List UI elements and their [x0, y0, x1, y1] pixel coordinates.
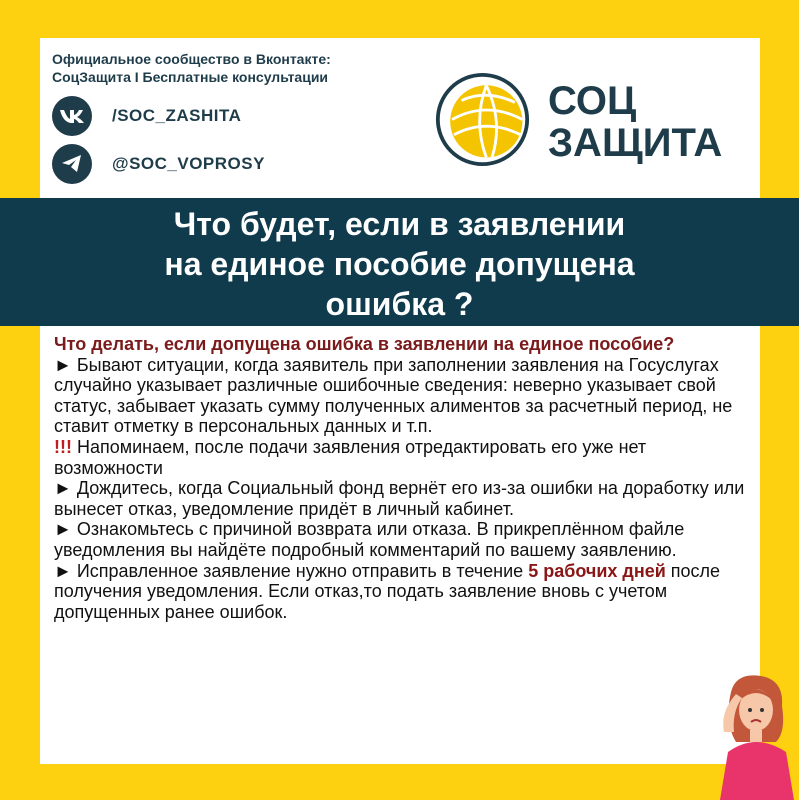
reminder-mark: !!! — [54, 436, 72, 457]
reminder — [54, 437, 754, 478]
paragraph-situations: ► Бывают ситуации, когда заявитель при заполнении заявления на Госуслугах случайно указывает различные ошибочные сведения: неверно указывает свой статус, забывает указать сумму полученных алиментов за расчетный период, не ставит отметку в персональных данных и т.п. — [54, 354, 733, 437]
globe-logo-icon — [435, 72, 530, 167]
title-line-3: ошибка ? — [325, 286, 474, 322]
paragraph-review: ► Ознакомьтесь с причиной возврата или отказа. В прикреплённом файле уведомления вы найдёте подробный комментарий по вашему заявлению. — [54, 519, 685, 560]
reminder-text: Напоминаем, после подачи заявления отредактировать его уже нет возможности — [54, 436, 647, 478]
community-line-2: СоцЗащита I Бесплатные консультации — [52, 69, 329, 85]
worried-woman-illustration-icon — [706, 672, 799, 800]
telegram-link[interactable] — [52, 144, 265, 184]
title-line-2: на единое пособие допущена — [164, 246, 635, 282]
telegram-icon — [52, 144, 92, 184]
resubmit-start: ► Исправленное заявление нужно отправить в течение — [54, 560, 529, 581]
brand-line-2: ЗАЩИТА — [548, 121, 723, 165]
resubmit-end: после получения уведомления. Если отказ,то подать заявление вновь с учетом допущенных ранее ошибок. — [54, 560, 721, 622]
paragraph-resubmit — [54, 561, 754, 623]
title-line-1: Что будет, если в заявлении — [173, 206, 626, 242]
vk-link[interactable] — [52, 96, 241, 136]
vk-handle: /SOC_ZASHITA — [112, 106, 242, 125]
body-card — [40, 326, 760, 764]
paragraph-wait: ► Дождитесь, когда Социальный фонд вернёт его из-за ошибки на доработку или вынесет отказ, уведомление придёт в личный кабинет. — [54, 478, 745, 519]
question-heading: Что делать, если допущена ошибка в заявлении на единое пособие? — [54, 334, 675, 354]
telegram-handle: @SOC_VOPROSY — [112, 154, 265, 173]
brand-line-1: СОЦ — [548, 79, 637, 123]
article-body — [54, 334, 754, 622]
header-card — [40, 38, 760, 198]
community-line-1: Официальное сообщество в Вконтакте: — [52, 51, 331, 67]
page-title — [0, 204, 799, 324]
title-band — [0, 198, 799, 326]
community-info — [52, 50, 331, 86]
vk-icon — [52, 96, 92, 136]
brand-name — [548, 80, 722, 164]
deadline-highlight: 5 рабочих дней — [528, 560, 666, 581]
